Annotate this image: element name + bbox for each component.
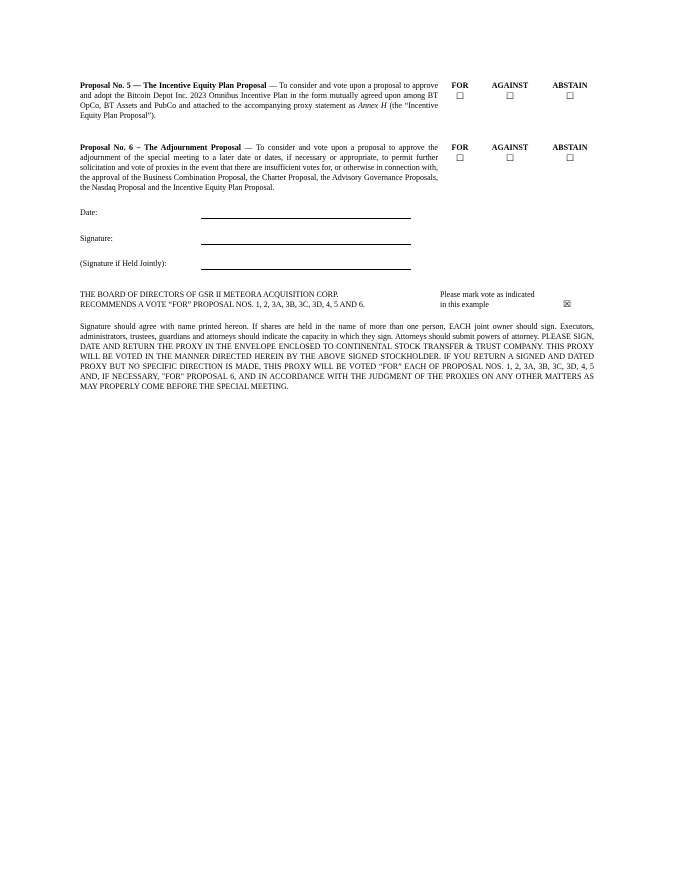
for-label: FOR — [451, 81, 469, 90]
proposal-5-body-end: (the “Incentive Equity Plan Proposal”). — [80, 101, 439, 120]
proposal-5-for-checkbox[interactable]: ☐ — [455, 91, 465, 101]
proposal-6-against-checkbox[interactable]: ☐ — [505, 153, 515, 163]
mark-vote-note-line-2: in this example — [440, 300, 489, 309]
board-recommendation-line-2: RECOMMENDS A VOTE “FOR” PROPOSAL NOS. 1, 2, 3A, 3B, 3C, 3D, 4, 5 AND 6. — [80, 300, 365, 309]
proposal-5-body: — To consider and vote upon a proposal to approve and adopt the Bitcoin Depot Inc. 2023 Omnibus Incentive Plan in the form mutually agreed upon among BT OpCo, BT Assets and PubCo and attached to the accompanying proxy statement as — [80, 81, 439, 110]
proposal-6-abstain-option[interactable] — [546, 143, 594, 164]
against-label: AGAINST — [491, 143, 529, 152]
proposal-5-for-option[interactable] — [442, 81, 478, 102]
against-label: AGAINST — [491, 81, 529, 90]
for-label: FOR — [451, 143, 469, 152]
proposal-6-body: — To consider and vote upon a proposal to approve the adjournment of the special meeting to a later date or dates, if necessary or appropriate, to permit further solicitation and vote of proxies in the event that there are insufficient votes for, or otherwise in connection with, the approval of the Business Combination Proposal, the Charter Proposal, the Advisory Governance Proposals, the Nasdaq Proposal and the Incentive Equity Plan Proposal. — [80, 143, 438, 192]
proposal-5-against-option[interactable] — [482, 81, 538, 102]
abstain-label: ABSTAIN — [552, 81, 588, 90]
signature-label: Signature: — [80, 234, 113, 243]
checked-box-example-icon: ☒ — [563, 299, 572, 309]
board-recommendation — [80, 290, 430, 310]
proposal-5-title: Proposal No. 5 — The Incentive Equity Plan Proposal — [80, 81, 267, 90]
signature-line[interactable] — [201, 244, 411, 245]
signature-row — [80, 234, 420, 248]
signature-instructions: Signature should agree with name printed hereon. If shares are held in the name of more than one person, EACH joint owner should sign. Executors, administrators, trustees, guardians and attorneys should indicate the capacity in which they sign. Attorneys should submit powers of attorney. PLEASE SIGN, DATE AND RETURN THE PROXY IN THE ENVELOPE ENCLOSED TO CONTINENTAL STOCK TRANSFER & TRUST COMPANY. THIS PROXY WILL BE VOTED IN THE MANNER DIRECTED HEREIN BY THE ABOVE SIGNED STOCKHOLDER. IF YOU RETURN A SIGNED AND DATED PROXY BUT NO SPECIFIC DIRECTION IS MADE, THIS PROXY WILL BE VOTED “FOR” EACH OF PROPOSAL NOS. 1, 2, 3A, 3B, 3C, 3D, 4, 5 AND, IF NECESSARY, "FOR" PROPOSAL 6, AND IN ACCORDANCE WITH THE JUDGMENT OF THE PROXIES ON ANY OTHER MATTERS AS MAY PROPERLY COME BEFORE THE SPECIAL MEETING. — [80, 322, 594, 391]
proposal-5-text — [80, 81, 438, 121]
proposal-6-title: Proposal No. 6 – The Adjournment Proposal — [80, 143, 241, 152]
joint-signature-row — [80, 259, 420, 273]
mark-vote-note-line-1: Please mark vote as indicated — [440, 290, 535, 299]
date-line[interactable] — [201, 218, 411, 219]
proposal-5-against-checkbox[interactable]: ☐ — [505, 91, 515, 101]
proposal-5-abstain-checkbox[interactable]: ☐ — [565, 91, 575, 101]
date-row — [80, 208, 420, 222]
proposal-5-annex: Annex H — [358, 101, 387, 110]
proposal-6-text — [80, 143, 438, 193]
proposal-6-against-option[interactable] — [482, 143, 538, 164]
abstain-label: ABSTAIN — [552, 143, 588, 152]
board-recommendation-line-1: THE BOARD OF DIRECTORS OF GSR II METEORA ACQUISITION CORP. — [80, 290, 339, 299]
proposal-6-for-option[interactable] — [442, 143, 478, 164]
proposal-6-for-checkbox[interactable]: ☐ — [455, 153, 465, 163]
proposal-5-abstain-option[interactable] — [546, 81, 594, 102]
joint-signature-line[interactable] — [201, 269, 411, 270]
joint-signature-label: (Signature if Held Jointly): — [80, 259, 167, 268]
mark-vote-note — [440, 290, 560, 310]
date-label: Date: — [80, 208, 98, 217]
proposal-6-abstain-checkbox[interactable]: ☐ — [565, 153, 575, 163]
